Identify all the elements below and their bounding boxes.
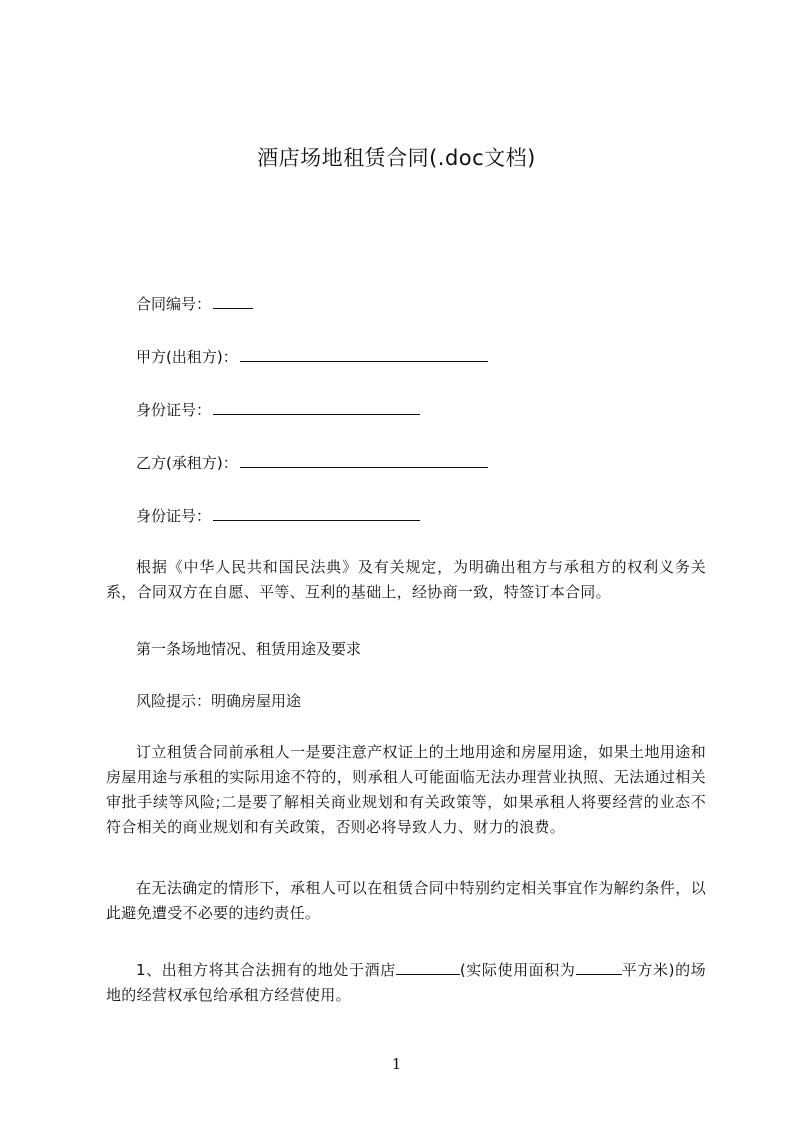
hotel-name-blank <box>396 959 460 975</box>
preamble-paragraph: 根据《中华人民共和国民法典》及有关规定，为明确出租方与承租方的权利义务关系，合同双方在自愿、平等、互利的基础上，经协商一致，特签订本合同。 <box>106 558 706 601</box>
party-b-id-blank <box>213 504 420 521</box>
party-b-field <box>136 451 488 474</box>
advice-paragraph: 在无法确定的情形下，承租人可以在租赁合同中特别约定相关事宜作为解约条件，以此避免遭受不必要的违约责任。 <box>106 879 706 922</box>
party-b-id-field <box>136 504 420 527</box>
contract-number-field <box>136 292 253 315</box>
party-a-blank <box>240 345 488 362</box>
party-a-id-field <box>136 398 420 421</box>
clause-1-paragraph <box>106 958 706 1008</box>
risk-paragraph: 订立租赁合同前承租人一是要注意产权证上的土地用途和房屋用途，如果土地用途和房屋用途与承租的实际用途不符的，则承租人可能面临无法办理营业执照、无法通过相关审批手续等风险;二是要了解相关商业规划和有关政策等，如果承租人将要经营的业态不符合相关的商业规划和有关政策，否则必将导致人力、财力的浪费。 <box>106 743 706 836</box>
page-number: 1 <box>391 1055 402 1073</box>
party-a-id-blank <box>213 398 420 415</box>
party-b-id-label: 身份证号： <box>136 507 212 525</box>
clause-1-text-part2: (实际使用面积为 <box>459 961 576 979</box>
contract-number-label: 合同编号： <box>136 295 212 313</box>
party-b-blank <box>240 451 488 468</box>
article-1-heading: 第一条场地情况、租赁用途及要求 <box>136 640 362 658</box>
risk-heading: 风险提示：明确房屋用途 <box>136 692 302 710</box>
party-a-id-label: 身份证号： <box>136 401 212 419</box>
party-a-label: 甲方(出租方)： <box>136 348 238 366</box>
clause-1-text-part3: 平方米)的场地的经营权承包给承租方经营使用。 <box>106 961 706 1004</box>
contract-number-blank <box>213 292 253 309</box>
clause-1-text-part1: 1、出租方将其合法拥有的地处于酒店 <box>136 961 396 979</box>
party-a-field <box>136 345 488 368</box>
area-blank <box>576 959 622 975</box>
document-title: 酒店场地租赁合同(.doc文档) <box>257 146 536 170</box>
party-b-label: 乙方(承租方)： <box>136 454 238 472</box>
